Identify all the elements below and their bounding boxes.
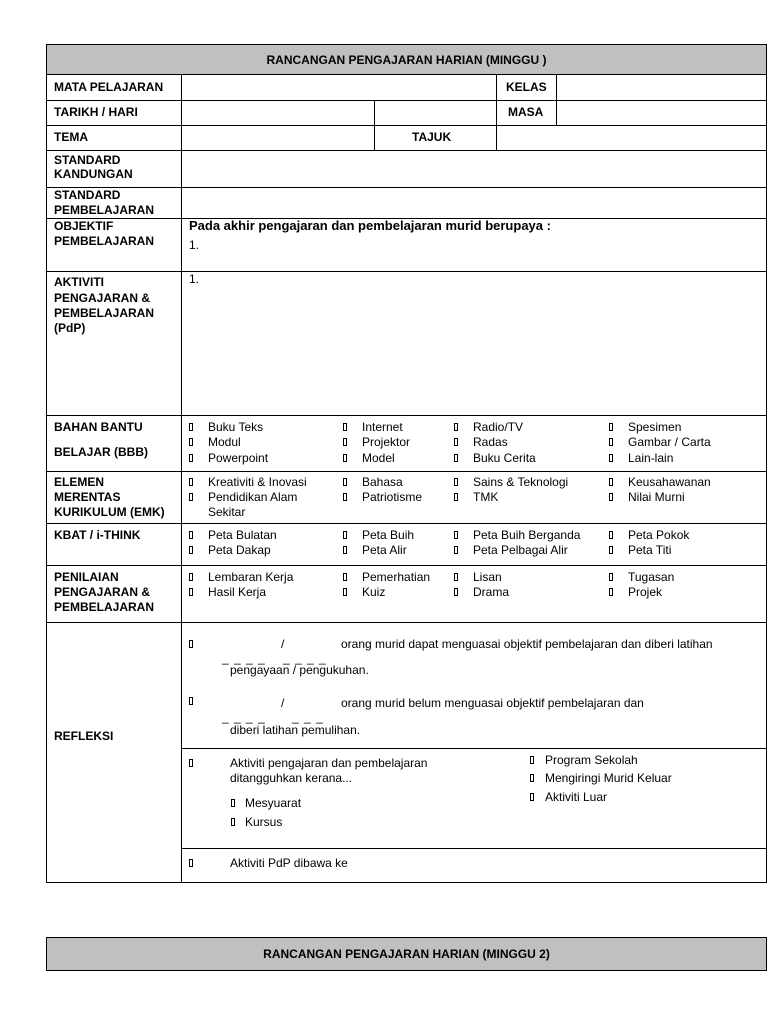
checkbox[interactable] bbox=[189, 454, 193, 462]
checkbox[interactable] bbox=[609, 588, 613, 596]
page-title-week-2: RANCANGAN PENGAJARAN HARIAN (MINGGU 2) bbox=[46, 937, 767, 971]
checkbox[interactable] bbox=[609, 493, 613, 501]
checkbox[interactable] bbox=[609, 454, 613, 462]
option-label: Keusahawanan bbox=[628, 475, 711, 489]
blank-line: _ _ _ _ bbox=[222, 710, 266, 724]
checkbox[interactable] bbox=[454, 573, 458, 581]
postponed-text-2: ditangguhkan kerana... bbox=[230, 771, 353, 785]
blank-line: _ _ _ _ bbox=[283, 651, 327, 665]
label-objektif: OBJEKTIF bbox=[54, 219, 114, 233]
option-label: Spesimen bbox=[628, 420, 682, 434]
page-title: RANCANGAN PENGAJARAN HARIAN (MINGGU ) bbox=[46, 44, 767, 75]
label-penilaian-3: PEMBELAJARAN bbox=[54, 600, 155, 614]
slash: / bbox=[281, 696, 285, 710]
option-label: Kreativiti & Inovasi bbox=[208, 475, 307, 489]
objektif-intro: Pada akhir pengajaran dan pembelajaran murid berupaya : bbox=[189, 218, 551, 233]
label-aktiviti-3: PEMBELAJARAN bbox=[54, 306, 155, 320]
label-standard-kandungan-2: KANDUNGAN bbox=[54, 167, 133, 181]
option-label: Peta Alir bbox=[362, 543, 407, 557]
blank-line: _ _ _ bbox=[292, 710, 324, 724]
option-label: Lain-lain bbox=[628, 451, 674, 465]
blank-line: _ _ _ _ bbox=[222, 651, 266, 665]
option-label: Kuiz bbox=[362, 585, 386, 599]
objektif-item-1: 1. bbox=[189, 238, 200, 252]
checkbox[interactable] bbox=[189, 531, 193, 539]
checkbox[interactable] bbox=[343, 478, 347, 486]
label-emk-3: KURIKULUM (EMK) bbox=[54, 505, 165, 519]
checkbox[interactable] bbox=[454, 493, 458, 501]
option-label: Tugasan bbox=[628, 570, 675, 584]
option-label: Bahasa bbox=[362, 475, 403, 489]
option-label: Sekitar bbox=[208, 505, 246, 519]
option-label: Projek bbox=[628, 585, 663, 599]
label-refleksi: REFLEKSI bbox=[54, 729, 114, 743]
checkbox[interactable] bbox=[343, 573, 347, 581]
reflection-line-2: orang murid belum menguasai objektif pembelajaran dan bbox=[341, 696, 644, 710]
checkbox[interactable] bbox=[343, 423, 347, 431]
option-label: Gambar / Carta bbox=[628, 435, 711, 449]
option-label: Peta Dakap bbox=[208, 543, 271, 557]
option-label: Peta Buih Berganda bbox=[473, 528, 581, 542]
checkbox[interactable] bbox=[609, 573, 613, 581]
checkbox[interactable] bbox=[609, 478, 613, 486]
checkbox[interactable] bbox=[454, 478, 458, 486]
checkbox[interactable] bbox=[454, 546, 458, 554]
option-label: Pendidikan Alam bbox=[208, 490, 298, 504]
option-label: Drama bbox=[473, 585, 510, 599]
label-mata-pelajaran: MATA PELAJARAN bbox=[54, 80, 164, 94]
option-label: Peta Pelbagai Alir bbox=[473, 543, 568, 557]
option-label: Nilai Murni bbox=[628, 490, 685, 504]
checkbox[interactable] bbox=[530, 774, 534, 782]
option-label: Sains & Teknologi bbox=[473, 475, 569, 489]
checkbox[interactable] bbox=[343, 546, 347, 554]
checkbox[interactable] bbox=[189, 438, 193, 446]
checkbox[interactable] bbox=[343, 493, 347, 501]
checkbox[interactable] bbox=[189, 759, 193, 767]
label-aktiviti: AKTIVITI bbox=[54, 275, 104, 289]
checkbox[interactable] bbox=[454, 531, 458, 539]
checkbox[interactable] bbox=[609, 546, 613, 554]
label-bbb-2: BELAJAR (BBB) bbox=[54, 445, 148, 459]
checkbox[interactable] bbox=[454, 438, 458, 446]
option-label: Internet bbox=[362, 420, 403, 434]
checkbox[interactable] bbox=[189, 423, 193, 431]
option-label: Modul bbox=[208, 435, 241, 449]
label-masa: MASA bbox=[508, 105, 544, 119]
label-emk-2: MERENTAS bbox=[54, 490, 121, 504]
checkbox[interactable] bbox=[343, 454, 347, 462]
label-emk: ELEMEN bbox=[54, 475, 105, 489]
option-label: Buku Teks bbox=[208, 420, 264, 434]
label-tarikh-hari: TARIKH / HARI bbox=[54, 105, 138, 119]
checkbox[interactable] bbox=[231, 799, 235, 807]
checkbox[interactable] bbox=[189, 640, 193, 648]
checkbox[interactable] bbox=[343, 531, 347, 539]
checkbox[interactable] bbox=[343, 588, 347, 596]
option-label: Model bbox=[362, 451, 395, 465]
option-label: TMK bbox=[473, 490, 499, 504]
label-bbb: BAHAN BANTU bbox=[54, 420, 143, 434]
option-label: Patriotisme bbox=[362, 490, 423, 504]
option-label: Peta Buih bbox=[362, 528, 415, 542]
checkbox[interactable] bbox=[609, 423, 613, 431]
label-aktiviti-4: (PdP) bbox=[54, 321, 86, 335]
checkbox[interactable] bbox=[189, 859, 193, 867]
checkbox[interactable] bbox=[530, 756, 534, 764]
checkbox[interactable] bbox=[189, 493, 193, 501]
option-aktiviti-luar: Aktiviti Luar bbox=[545, 790, 608, 804]
checkbox[interactable] bbox=[530, 793, 534, 801]
label-tema: TEMA bbox=[54, 130, 88, 144]
label-tajuk: TAJUK bbox=[412, 130, 452, 144]
option-label: Pemerhatian bbox=[362, 570, 431, 584]
label-aktiviti-2: PENGAJARAN & bbox=[54, 291, 151, 305]
label-kbat: KBAT / i-THINK bbox=[54, 528, 141, 542]
checkbox[interactable] bbox=[343, 438, 347, 446]
option-label: Lisan bbox=[473, 570, 502, 584]
label-penilaian-2: PENGAJARAN & bbox=[54, 585, 151, 599]
checkbox[interactable] bbox=[189, 697, 193, 705]
checkbox[interactable] bbox=[609, 438, 613, 446]
option-label: Radio/TV bbox=[473, 420, 524, 434]
option-label: Peta Titi bbox=[628, 543, 672, 557]
option-label: Peta Bulatan bbox=[208, 528, 277, 542]
option-mesyuarat: Mesyuarat bbox=[245, 796, 302, 810]
checkbox[interactable] bbox=[189, 588, 193, 596]
option-label: Hasil Kerja bbox=[208, 585, 267, 599]
checkbox[interactable] bbox=[231, 818, 235, 826]
checkbox[interactable] bbox=[189, 546, 193, 554]
label-standard-pembelajaran: STANDARD bbox=[54, 188, 121, 202]
option-label: Lembaran Kerja bbox=[208, 570, 294, 584]
slash: / bbox=[281, 637, 285, 651]
checkbox[interactable] bbox=[189, 478, 193, 486]
dibawa-ke-text: Aktiviti PdP dibawa ke bbox=[230, 856, 348, 870]
reflection-line-2b: diberi latihan pemulihan. bbox=[230, 723, 361, 737]
aktiviti-item-1: 1. bbox=[189, 272, 200, 286]
label-standard-pembelajaran-2: PEMBELAJARAN bbox=[54, 203, 155, 217]
label-objektif-2: PEMBELAJARAN bbox=[54, 234, 155, 248]
option-program-sekolah: Program Sekolah bbox=[545, 753, 638, 767]
label-kelas: KELAS bbox=[506, 80, 547, 94]
checkbox[interactable] bbox=[454, 454, 458, 462]
option-label: Radas bbox=[473, 435, 508, 449]
label-standard-kandungan: STANDARD bbox=[54, 153, 121, 167]
option-label: Projektor bbox=[362, 435, 411, 449]
option-kursus: Kursus bbox=[245, 815, 283, 829]
postponed-text: Aktiviti pengajaran dan pembelajaran bbox=[230, 756, 428, 770]
label-penilaian: PENILAIAN bbox=[54, 570, 119, 584]
option-label: Buku Cerita bbox=[473, 451, 536, 465]
checkbox[interactable] bbox=[189, 573, 193, 581]
reflection-line-1b: pengayaan / pengukuhan. bbox=[230, 663, 369, 677]
checkbox[interactable] bbox=[609, 531, 613, 539]
option-label: Peta Pokok bbox=[628, 528, 690, 542]
checkbox[interactable] bbox=[454, 423, 458, 431]
checkbox[interactable] bbox=[454, 588, 458, 596]
reflection-line-1: orang murid dapat menguasai objektif pembelajaran dan diberi latihan bbox=[341, 637, 713, 651]
option-mengiringi: Mengiringi Murid Keluar bbox=[545, 771, 672, 785]
option-label: Powerpoint bbox=[208, 451, 269, 465]
